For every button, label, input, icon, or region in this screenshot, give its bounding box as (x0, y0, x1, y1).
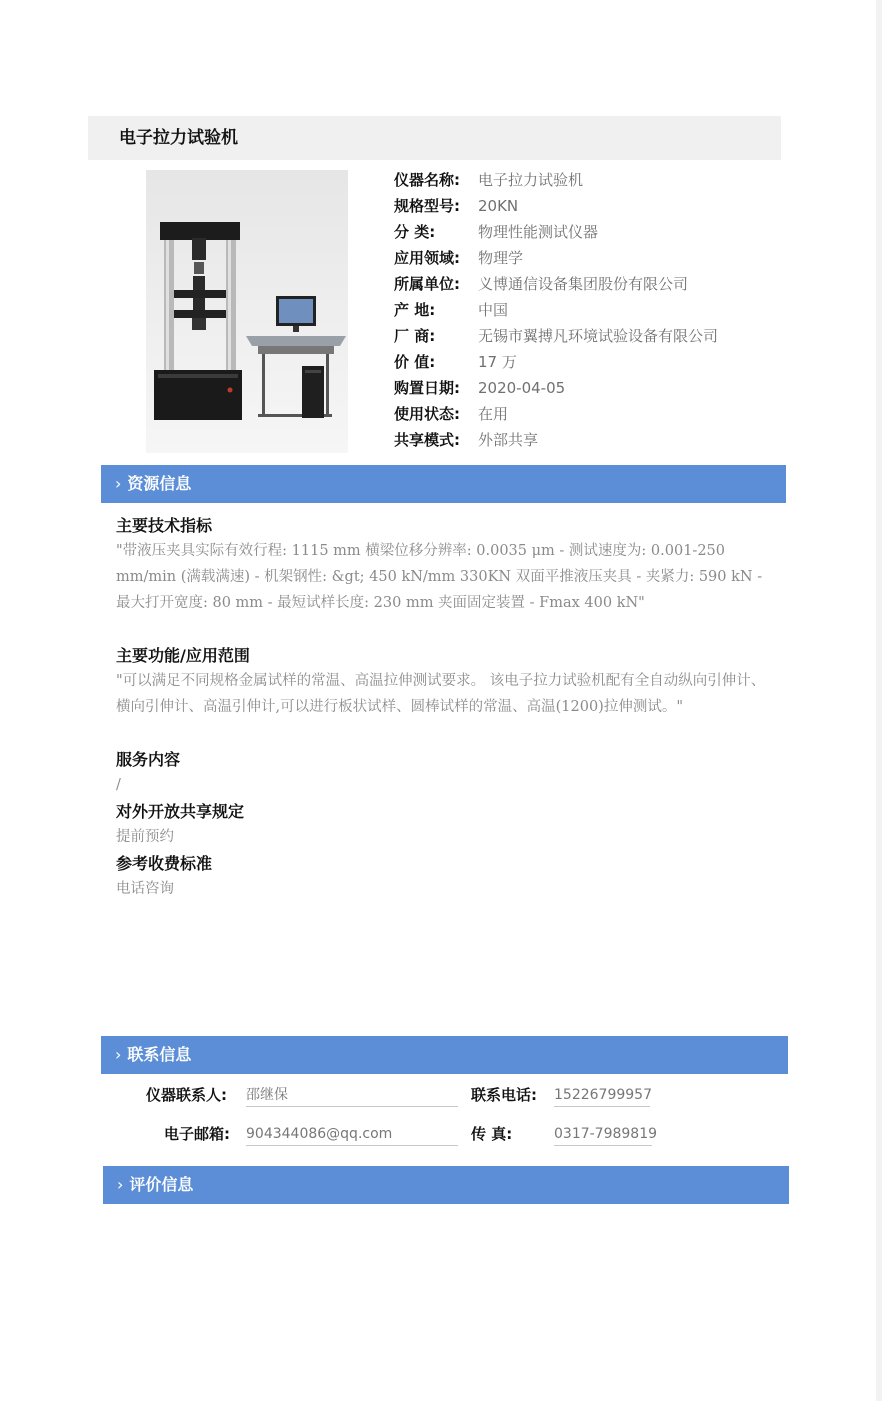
testing-machine-illustration (146, 170, 348, 453)
page-edge-shadow (876, 0, 882, 1401)
resource-section-header[interactable] (101, 465, 786, 503)
info-value: 外部共享 (478, 431, 539, 449)
function-scope-title: 主要功能/应用范围 (116, 646, 250, 665)
info-label: 使用状态: (394, 405, 460, 423)
sharing-rules-title: 对外开放共享规定 (116, 802, 245, 821)
info-label: 规格型号: (394, 197, 460, 215)
info-label: 产 地: (394, 301, 436, 319)
service-content-title: 服务内容 (116, 750, 181, 769)
fax-value: 0317-7989819 (554, 1123, 652, 1146)
contact-person-value: 邵继保 (246, 1084, 458, 1107)
instrument-info-list (394, 168, 834, 454)
chevron-right-icon: › (117, 1175, 124, 1194)
info-value: 20KN (478, 197, 519, 215)
resource-section-title: 资源信息 (127, 474, 192, 493)
tech-specs-text: "带液压夹具实际有效行程: 1115 mm 横梁位移分辨率: 0.0035 μm - 测试速度为: 0.001-250 mm/min (满载满速) - 机架钢性: &gt; 450 kN/mm 330KN 双面平推液压夹具 - 夹紧力: 590 kN - 最大打开宽度: 80 mm - 最短试样长度: 230 mm 夹面固定装置 - Fmax 400 kN" (116, 543, 763, 611)
contact-person-label: 仪器联系人: (146, 1086, 227, 1104)
info-label: 应用领域: (394, 249, 460, 267)
email-label: 电子邮箱: (164, 1125, 230, 1143)
info-label: 价 值: (394, 353, 436, 371)
info-label: 厂 商: (394, 327, 436, 345)
info-value: 2020-04-05 (478, 379, 566, 397)
info-value: 在用 (478, 405, 509, 423)
info-row-status (394, 402, 834, 428)
fee-standard-text: 电话咨询 (116, 881, 174, 897)
phone-value: 15226799957 (554, 1084, 650, 1107)
fax-label: 传 真: (471, 1125, 513, 1143)
info-row-purchase-date (394, 376, 834, 402)
tech-specs-title: 主要技术指标 (116, 516, 213, 535)
fee-standard-title: 参考收费标准 (116, 854, 213, 873)
chevron-right-icon: › (115, 1045, 122, 1064)
info-row-share-mode (394, 428, 834, 454)
contact-section-title: 联系信息 (127, 1045, 192, 1064)
contact-section-header[interactable] (101, 1036, 788, 1074)
instrument-photo (146, 170, 348, 453)
function-scope-text: "可以满足不同规格金属试样的常温、高温拉伸测试要求。 该电子拉力试验机配有全自动纵向引伸计、横向引伸计、高温引伸计,可以进行板状试样、圆棒试样的常温、高温(1200)拉伸测试。" (116, 673, 766, 715)
review-section-header[interactable] (103, 1166, 789, 1204)
info-row-manufacturer (394, 324, 834, 350)
info-label: 购置日期: (394, 379, 460, 397)
info-row-owner (394, 272, 834, 298)
info-label: 所属单位: (394, 275, 460, 293)
info-value: 物理学 (478, 249, 524, 267)
info-row-name (394, 168, 834, 194)
info-value: 中国 (478, 301, 509, 319)
info-label: 仪器名称: (394, 171, 460, 189)
info-row-model (394, 194, 834, 220)
sharing-rules-text: 提前预约 (116, 829, 174, 845)
info-label: 分 类: (394, 223, 436, 241)
email-value: 904344086@qq.com (246, 1123, 458, 1146)
info-label: 共享模式: (394, 431, 460, 449)
chevron-right-icon: › (115, 474, 122, 493)
info-value: 物理性能测试仪器 (478, 223, 599, 241)
info-row-value (394, 350, 834, 376)
info-row-field (394, 246, 834, 272)
info-value: 17 万 (478, 353, 517, 371)
phone-label: 联系电话: (471, 1086, 537, 1104)
review-section-title: 评价信息 (129, 1175, 194, 1194)
service-content-text: / (116, 777, 121, 793)
info-value: 义博通信设备集团股份有限公司 (478, 275, 689, 293)
info-row-category (394, 220, 834, 246)
info-value: 电子拉力试验机 (478, 171, 584, 189)
page-title: 电子拉力试验机 (88, 116, 781, 160)
info-row-origin (394, 298, 834, 324)
info-value: 无锡市翼搏凡环境试验设备有限公司 (478, 327, 719, 345)
